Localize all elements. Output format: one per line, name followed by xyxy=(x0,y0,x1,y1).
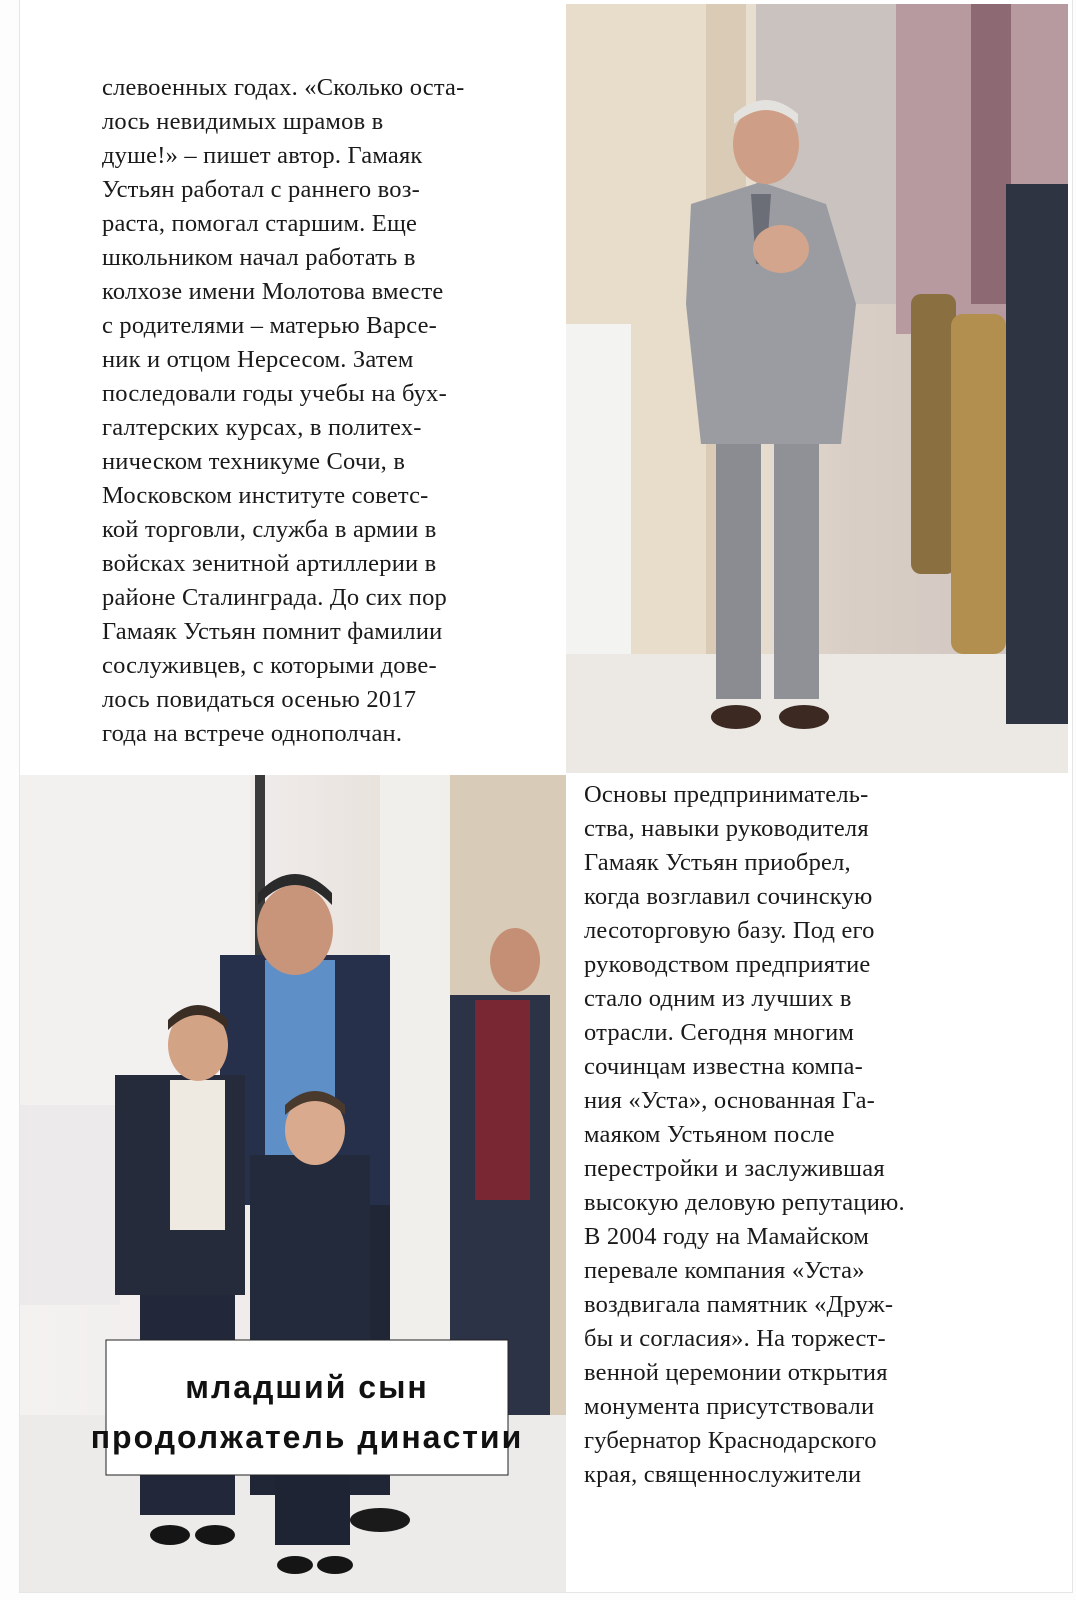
photo-elderly-man-illustration xyxy=(566,4,1068,773)
photo-caption-line1: младший сын xyxy=(185,1369,429,1405)
article-column-top: слевоенных годах. «Сколько оста- лось невидимых шрамов в душе!» – пишет автор. Гамаяк Устьян работал с раннего воз- раста, помогал старшим. Еще школьником начал работать в колхозе имени Молотова вместе с родителями – матерью Варсе- ник и отцом Нерсесом. Затем последовали годы учебы на бух- галтерских курсах, в политех- ническом техникуме Сочи, в Московском институте советс- кой торговли, служба в армии в войсках зенитной артиллерии в районе Сталинграда. До сих пор Гамаяк Устьян помнит фамилии сослуживцев, с которыми дове- лось повидаться осенью 2017 года на встрече однополчан. xyxy=(102,74,465,747)
photo-caption-line2: продолжатель династии xyxy=(90,1419,524,1455)
photo-father-with-sons-illustration xyxy=(20,775,566,1592)
photo-elderly-man xyxy=(566,4,1068,773)
article-column-bottom: Основы предприниматель- ства, навыки руководителя Гамаяк Устьян приобрел, когда возглавил сочинскую лесоторговую базу. Под его руководством предприятие стало одним из лучших в отрасли. Сегодня многим сочинцам известна компа- ния «Уста», основанная Га- маяком Устьяном после перестройки и заслужившая высокую деловую репутацию. В 2004 году на Мамайском перевале компания «Уста» воздвигала памятник «Друж- бы и согласия». На торжест- венной церемонии открытия монумента присутствовали губернатор Краснодарского края, священнослужители xyxy=(584,781,905,1488)
photo-father-with-sons xyxy=(20,775,566,1592)
